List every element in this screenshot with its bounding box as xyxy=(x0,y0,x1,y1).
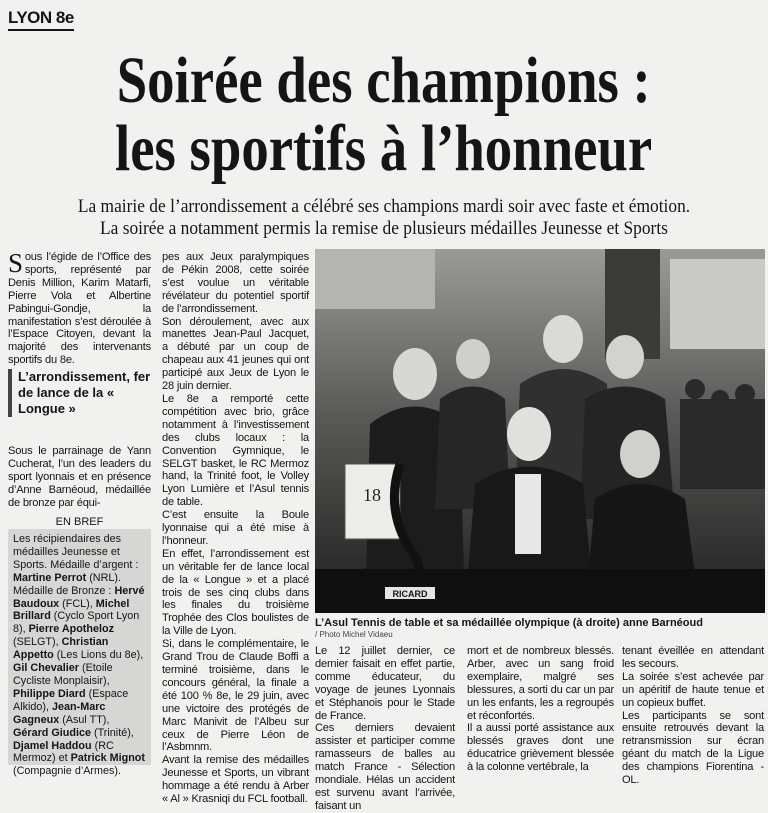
wall-light xyxy=(315,249,435,309)
paragraph: pes aux Jeux paralympiques de Pékin 2008, cette soirée s’est voulue un véritable révélateur du potentiel sportif de l’arrondissement. xyxy=(162,251,309,315)
bref-text: (Espace Alkido), xyxy=(13,687,129,713)
headline-2 xyxy=(0,112,768,185)
deck-line-1: La mairie de l’arrondissement a célébré ses champions mardi soir avec faste et émotion. xyxy=(77,197,691,217)
deck xyxy=(0,196,768,240)
column-1-continued xyxy=(8,445,151,510)
intertitle: L’arrondissement, fer de lance de la « Longue » xyxy=(8,369,161,417)
en-bref-label: EN BREF xyxy=(55,516,104,528)
column-1 xyxy=(8,248,151,367)
bref-name: Hervé Baudoux xyxy=(13,584,145,610)
team-photo xyxy=(315,249,765,613)
bref-text: (Cyclo Sport Lyon 8), xyxy=(13,610,140,636)
bref-name: Patrick Mignot xyxy=(70,752,145,765)
bref-text: (NRL). Médaille de Bronze : xyxy=(13,571,121,597)
bref-text: (Compagnie d’Armes). xyxy=(13,765,122,778)
column-5 xyxy=(622,645,764,787)
bref-name: Gil Chevalier xyxy=(13,662,80,675)
bref-text: (Les Lions du 8e), xyxy=(53,649,144,662)
bref-text: Les récipiendaires des médailles Jeunesse et Sports. Médaille d’argent : xyxy=(13,533,139,571)
column-4 xyxy=(467,645,614,774)
bref-text: (Trinité), xyxy=(91,726,134,739)
bref-text: (Asul TT), xyxy=(59,713,110,726)
paragraph: Le 12 juillet dernier, ce dernier faisait en effet partie, comme éducateur, du voyage de jeunes Lyonnais et Stéphanois pour le Stade de France. xyxy=(315,645,455,722)
paragraph: Il a aussi porté assistance aux blessés graves dont une éducatrice grièvement blessée à la colonne vertébrale, la xyxy=(467,722,614,774)
headline-line-1: Soirée des champions : xyxy=(116,44,652,117)
column-2 xyxy=(162,251,309,806)
bref-text: (FCL), xyxy=(59,597,96,610)
paragraph: Sous le parrainage de Yann Cucherat, l’un des leaders du sport lyonnais et en présence d’Anne Barnéoud, médaillée de bronze par équi- xyxy=(8,445,151,509)
paragraph: tenant éveillée en attendant les secours. xyxy=(622,645,764,670)
paragraph-text: ous l’égide de l’Office des sports, représenté par Denis Million, Karim Matarfi, Pierre Vola et Albertine Pabingui-Gondje, la manifestation s’est déroulée à l’Espace Citoyen, devant la majorité des intervenants sportifs du 8e. xyxy=(8,251,151,367)
column-3 xyxy=(315,645,455,813)
bref-name: Christian Appetto xyxy=(13,636,109,662)
paragraph: Ces derniers devaient assister et participer comme ramasseurs de balles au match France - Sélection mondiale. Hélas un accident est survenu avant l’arrivée, faisant un xyxy=(315,722,455,812)
drop-cap: S xyxy=(8,248,23,278)
paragraph: Les participants se sont ensuite retrouvés devant la retransmission sur écran géant du match de la Ligue des champions Fiorentina - OL. xyxy=(622,709,764,787)
paragraph: En effet, l’arrondissement est un véritable fer de lance local de la « Longue » et a placé trois de ses cinq clubs dans les finales du troisième Trophée des Clos boulistes de la Ville de Lyon. xyxy=(162,547,309,638)
headline xyxy=(0,44,768,117)
bref-name: Martine Perrot xyxy=(13,571,87,584)
paragraph: La soirée s’est achevée par un apéritif de haute tenue et un copieux buffet. xyxy=(622,670,764,709)
section-label: LYON 8e xyxy=(8,8,74,31)
bref-name: Philippe Diard xyxy=(13,687,86,700)
table xyxy=(315,569,765,613)
photo-credit: / Photo Michel Vidaeu xyxy=(315,630,393,639)
bref-name: Jean-Marc Gagneux xyxy=(13,700,106,726)
crowd xyxy=(680,379,765,489)
bref-name: Michel Brillard xyxy=(13,597,130,623)
deck-line-2: La soirée a notamment permis la remise de plusieurs médailles Jeunesse et Sports xyxy=(100,219,668,239)
en-bref-box xyxy=(8,529,151,778)
paragraph xyxy=(8,248,151,367)
bref-name: Gérard Giudice xyxy=(13,726,92,739)
paragraph: Si, dans le complémentaire, le Grand Trou de Claude Boffi a terminé troisième, dans le concours général, la finale a été 100 % 8e, le 29 juin, avec une victoire des protégés de Marc Manivit de l’Albeu sur ceux de Pierre Léon de l’Asbmnm. xyxy=(162,638,309,754)
certificate-number: 18 xyxy=(363,485,381,505)
bref-name: Djamel Haddou xyxy=(13,739,92,752)
paragraph: C’est ensuite la Boule lyonnaise qui a été mise à l’honneur. xyxy=(162,509,309,547)
window-light xyxy=(670,259,765,349)
bref-text: (RC Mermoz) et xyxy=(13,739,114,765)
bref-text: (SELGT), xyxy=(13,636,62,649)
photo-illustration xyxy=(315,249,765,613)
paragraph: Son déroulement, avec aux manettes Jean-Paul Jacquet, a débuté par un coup de chapeau aux 41 jeunes qui ont participé aux Jeux de Lyon le 28 juin dernier. xyxy=(162,315,309,393)
paragraph: Avant la remise des médailles Jeunesse et Sports, un vibrant hommage a été rendu à Arber « Al » Krasniqi du FCL football. xyxy=(162,754,309,806)
bref-text: (Etoile Cycliste Monplaisir), xyxy=(13,662,113,687)
paragraph: Le 8e a remporté cette compétition avec brio, grâce notamment à l’investissement des clubs locaux : la Convention Gymnique, le SELGT basket, le RC Mermoz hand, la Trinité foot, le Volley Lyon Lumière et l’Asul tennis de table. xyxy=(162,392,309,509)
photo-caption: L’Asul Tennis de table et sa médaillée olympique (à droite) anne Barnéoud xyxy=(315,617,703,629)
ricard-sign-text: RICARD xyxy=(392,589,428,599)
paragraph: mort et de nombreux blessés. Arber, avec un sang froid exemplaire, malgré ses blessures, a sorti du car un par un les enfants, les a regroupés et réconfortés. xyxy=(467,645,614,722)
bref-name: Pierre Apotheloz xyxy=(28,623,114,636)
headline-line-2: les sportifs à l’honneur xyxy=(115,112,653,185)
